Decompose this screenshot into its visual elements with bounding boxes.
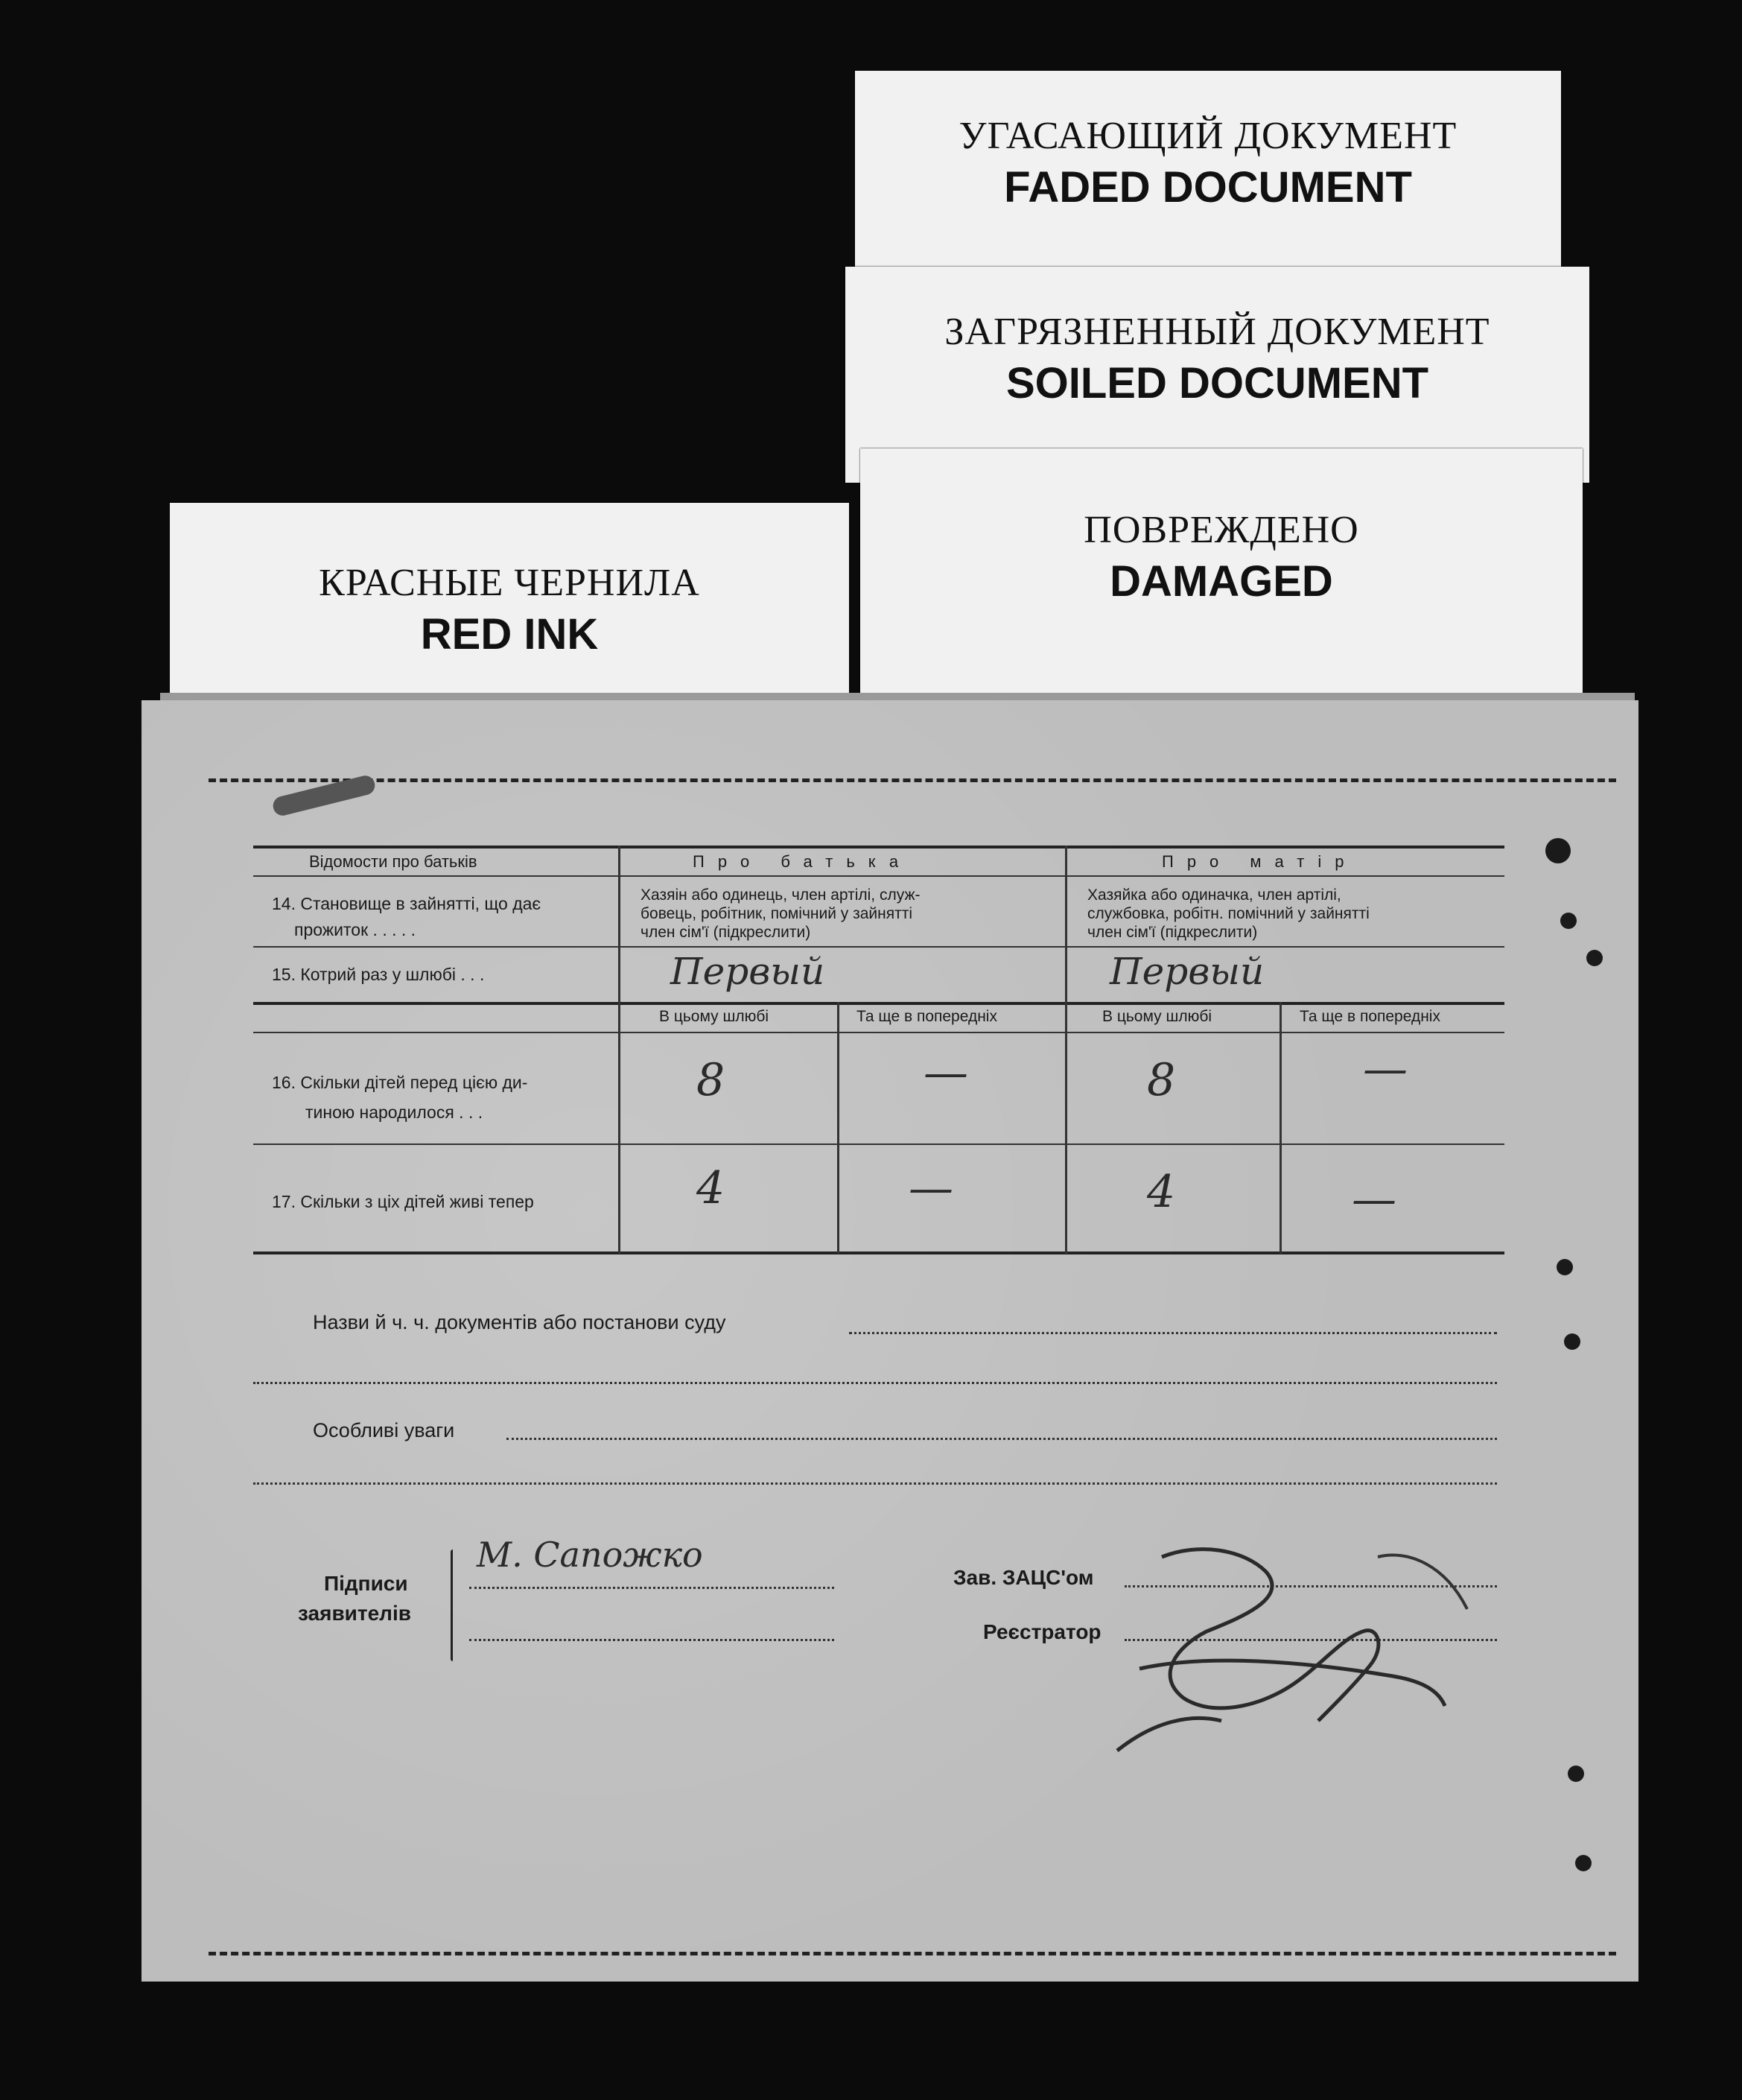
binding-hole: [1557, 1259, 1573, 1275]
top-perforation-line: [209, 778, 1616, 782]
binding-hole: [1564, 1333, 1580, 1350]
soiled-tag-ru: ЗАГРЯЗНЕННЫЙ ДОКУМЕНТ: [944, 311, 1490, 353]
row14-father-line3: член сім'ї (підкреслити): [640, 924, 811, 941]
row16-label-line2: тиною народилося . . .: [305, 1103, 483, 1122]
row17-mother-previous: —: [1352, 1173, 1396, 1225]
binding-hole: [1545, 838, 1571, 863]
row17-label: 17. Скільки з ціх дітей живі тепер: [272, 1192, 534, 1211]
registrar-label: Реєстратор: [983, 1620, 1102, 1643]
row16-label-line1: 16. Скільки дітей перед цією ди-: [272, 1073, 528, 1092]
red-ink-tag-en: RED INK: [420, 610, 599, 659]
table-column-rule: [1280, 1002, 1282, 1254]
table-rule: [253, 1252, 1504, 1254]
red-ink-tag-ru: КРАСНЫЕ ЧЕРНИЛА: [319, 562, 700, 604]
subheader-previous-mother: Та ще в попередніх: [1300, 1008, 1440, 1025]
row14-label-line2: прожиток . . . . .: [294, 920, 416, 939]
bottom-perforation-line: [209, 1952, 1616, 1955]
row17-mother-this: 4: [1147, 1166, 1176, 1218]
row16-father-previous: —: [924, 1047, 968, 1099]
row15-label: 15. Котрий раз у шлюбі . . .: [272, 965, 485, 984]
notes-line: [506, 1438, 1497, 1440]
subheader-previous-father: Та ще в попередніх: [856, 1008, 997, 1025]
table-rule: [253, 1002, 1504, 1005]
registrar-signature: [1095, 1527, 1512, 1766]
row14-father-line2: бовець, робітник, помічний у зайнятті: [640, 905, 913, 922]
applicant-signature: М. Сапожко: [477, 1535, 703, 1575]
damaged-tag-ru: ПОВРЕЖДЕНО: [1084, 509, 1359, 551]
header-about-mother: Про матір: [1162, 852, 1358, 871]
row15-father-value: Первый: [670, 950, 825, 993]
documents-line: [849, 1332, 1497, 1334]
row14-label-line1: 14. Становище в зайнятті, що дає: [272, 894, 541, 913]
damaged-document-tag: [860, 448, 1583, 709]
row16-father-this: 8: [696, 1054, 725, 1106]
registration-form-sheet: [142, 700, 1638, 1982]
table-column-rule: [837, 1002, 839, 1254]
header-about-father: Про батька: [693, 852, 912, 871]
table-rule: [253, 1143, 1504, 1145]
row17-father-this: 4: [696, 1162, 725, 1214]
row16-mother-previous: —: [1363, 1043, 1408, 1095]
header-parents-info: Відомости про батьків: [309, 852, 477, 871]
faded-document-tag: [855, 71, 1561, 294]
table-column-rule: [618, 846, 620, 1254]
row14-mother-line3: член сім'ї (підкреслити): [1087, 924, 1258, 941]
row14-mother-line2: службовка, робітн. помічний у зайнятті: [1087, 905, 1370, 922]
binding-hole: [1586, 950, 1603, 966]
row16-mother-this: 8: [1147, 1054, 1176, 1106]
binding-hole: [1568, 1766, 1584, 1782]
signatures-label-line2: заявителів: [298, 1602, 411, 1625]
faded-tag-ru: УГАСАЮЩИЙ ДОКУМЕНТ: [959, 115, 1458, 157]
subheader-this-marriage-mother: В цьому шлюбі: [1102, 1008, 1212, 1025]
table-rule: [253, 875, 1504, 877]
binding-hole: [1560, 913, 1577, 929]
subheader-this-marriage-father: В цьому шлюбі: [659, 1008, 769, 1025]
applicant-signature-line: [469, 1587, 834, 1589]
parents-info-table: [253, 846, 1504, 1263]
table-rule: [253, 846, 1504, 848]
applicant-signature-line-2: [469, 1639, 834, 1641]
row15-mother-value: Первый: [1110, 950, 1265, 993]
soiled-tag-en: SOILED DOCUMENT: [1005, 359, 1429, 407]
row17-father-previous: —: [909, 1162, 953, 1214]
faded-tag-en: FADED DOCUMENT: [1004, 163, 1412, 212]
signatures-label-line1: Підписи: [324, 1572, 408, 1595]
documents-label: Назви й ч. ч. документів або постанови суду: [313, 1311, 726, 1333]
table-rule: [253, 946, 1504, 948]
row14-mother-line1: Хазяйка або одиначка, член артілі,: [1087, 886, 1341, 904]
notes-label: Особливі уваги: [313, 1419, 455, 1441]
row14-father-line1: Хазяін або одинець, член артілі, служ-: [640, 886, 921, 904]
head-zags-label: Зав. ЗАЦС'ом: [953, 1566, 1094, 1589]
table-rule: [253, 1032, 1504, 1033]
documents-line-2: [253, 1382, 1497, 1384]
signatures-brace: [451, 1549, 453, 1661]
table-column-rule: [1065, 846, 1067, 1254]
damaged-tag-en: DAMAGED: [1110, 557, 1333, 606]
notes-line-2: [253, 1482, 1497, 1485]
binding-hole: [1575, 1855, 1592, 1871]
